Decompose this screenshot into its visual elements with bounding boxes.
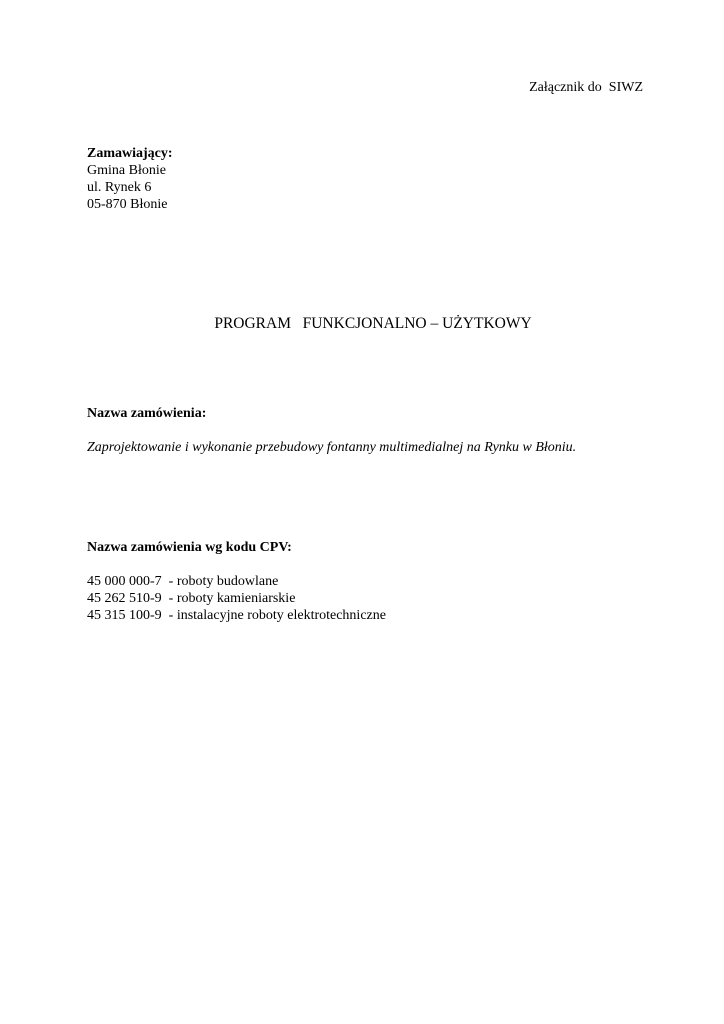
- order-name-label: Nazwa zamówienia:: [87, 406, 207, 421]
- cpv-section: [87, 539, 386, 624]
- cpv-code: 45 000 000-7: [87, 574, 162, 589]
- cpv-desc: - roboty kamieniarskie: [168, 591, 296, 606]
- orderer-city: 05-870 Błonie: [87, 197, 168, 212]
- document-title: PROGRAM FUNKCJONALNO – UŻYTKOWY: [214, 315, 532, 332]
- order-name-section: [87, 405, 576, 456]
- orderer-street: ul. Rynek 6: [87, 180, 152, 195]
- cpv-desc: - instalacyjne roboty elektrotechniczne: [168, 608, 386, 623]
- cpv-code: 45 262 510-9: [87, 591, 162, 606]
- cpv-item: [87, 590, 386, 607]
- order-name-value: Zaprojektowanie i wykonanie przebudowy fontanny multimedialnej na Rynku w Błoniu.: [87, 440, 577, 455]
- cpv-list: [87, 573, 386, 624]
- cpv-label: Nazwa zamówienia wg kodu CPV:: [87, 540, 292, 555]
- cpv-desc: - roboty budowlane: [168, 574, 279, 589]
- cpv-code: 45 315 100-9: [87, 608, 162, 623]
- orderer-label: Zamawiający:: [87, 146, 173, 161]
- cpv-item: [87, 607, 386, 624]
- orderer-block: [87, 145, 173, 213]
- orderer-name: Gmina Błonie: [87, 163, 166, 178]
- cpv-item: [87, 573, 386, 590]
- annex-label: Załącznik do SIWZ: [529, 80, 643, 95]
